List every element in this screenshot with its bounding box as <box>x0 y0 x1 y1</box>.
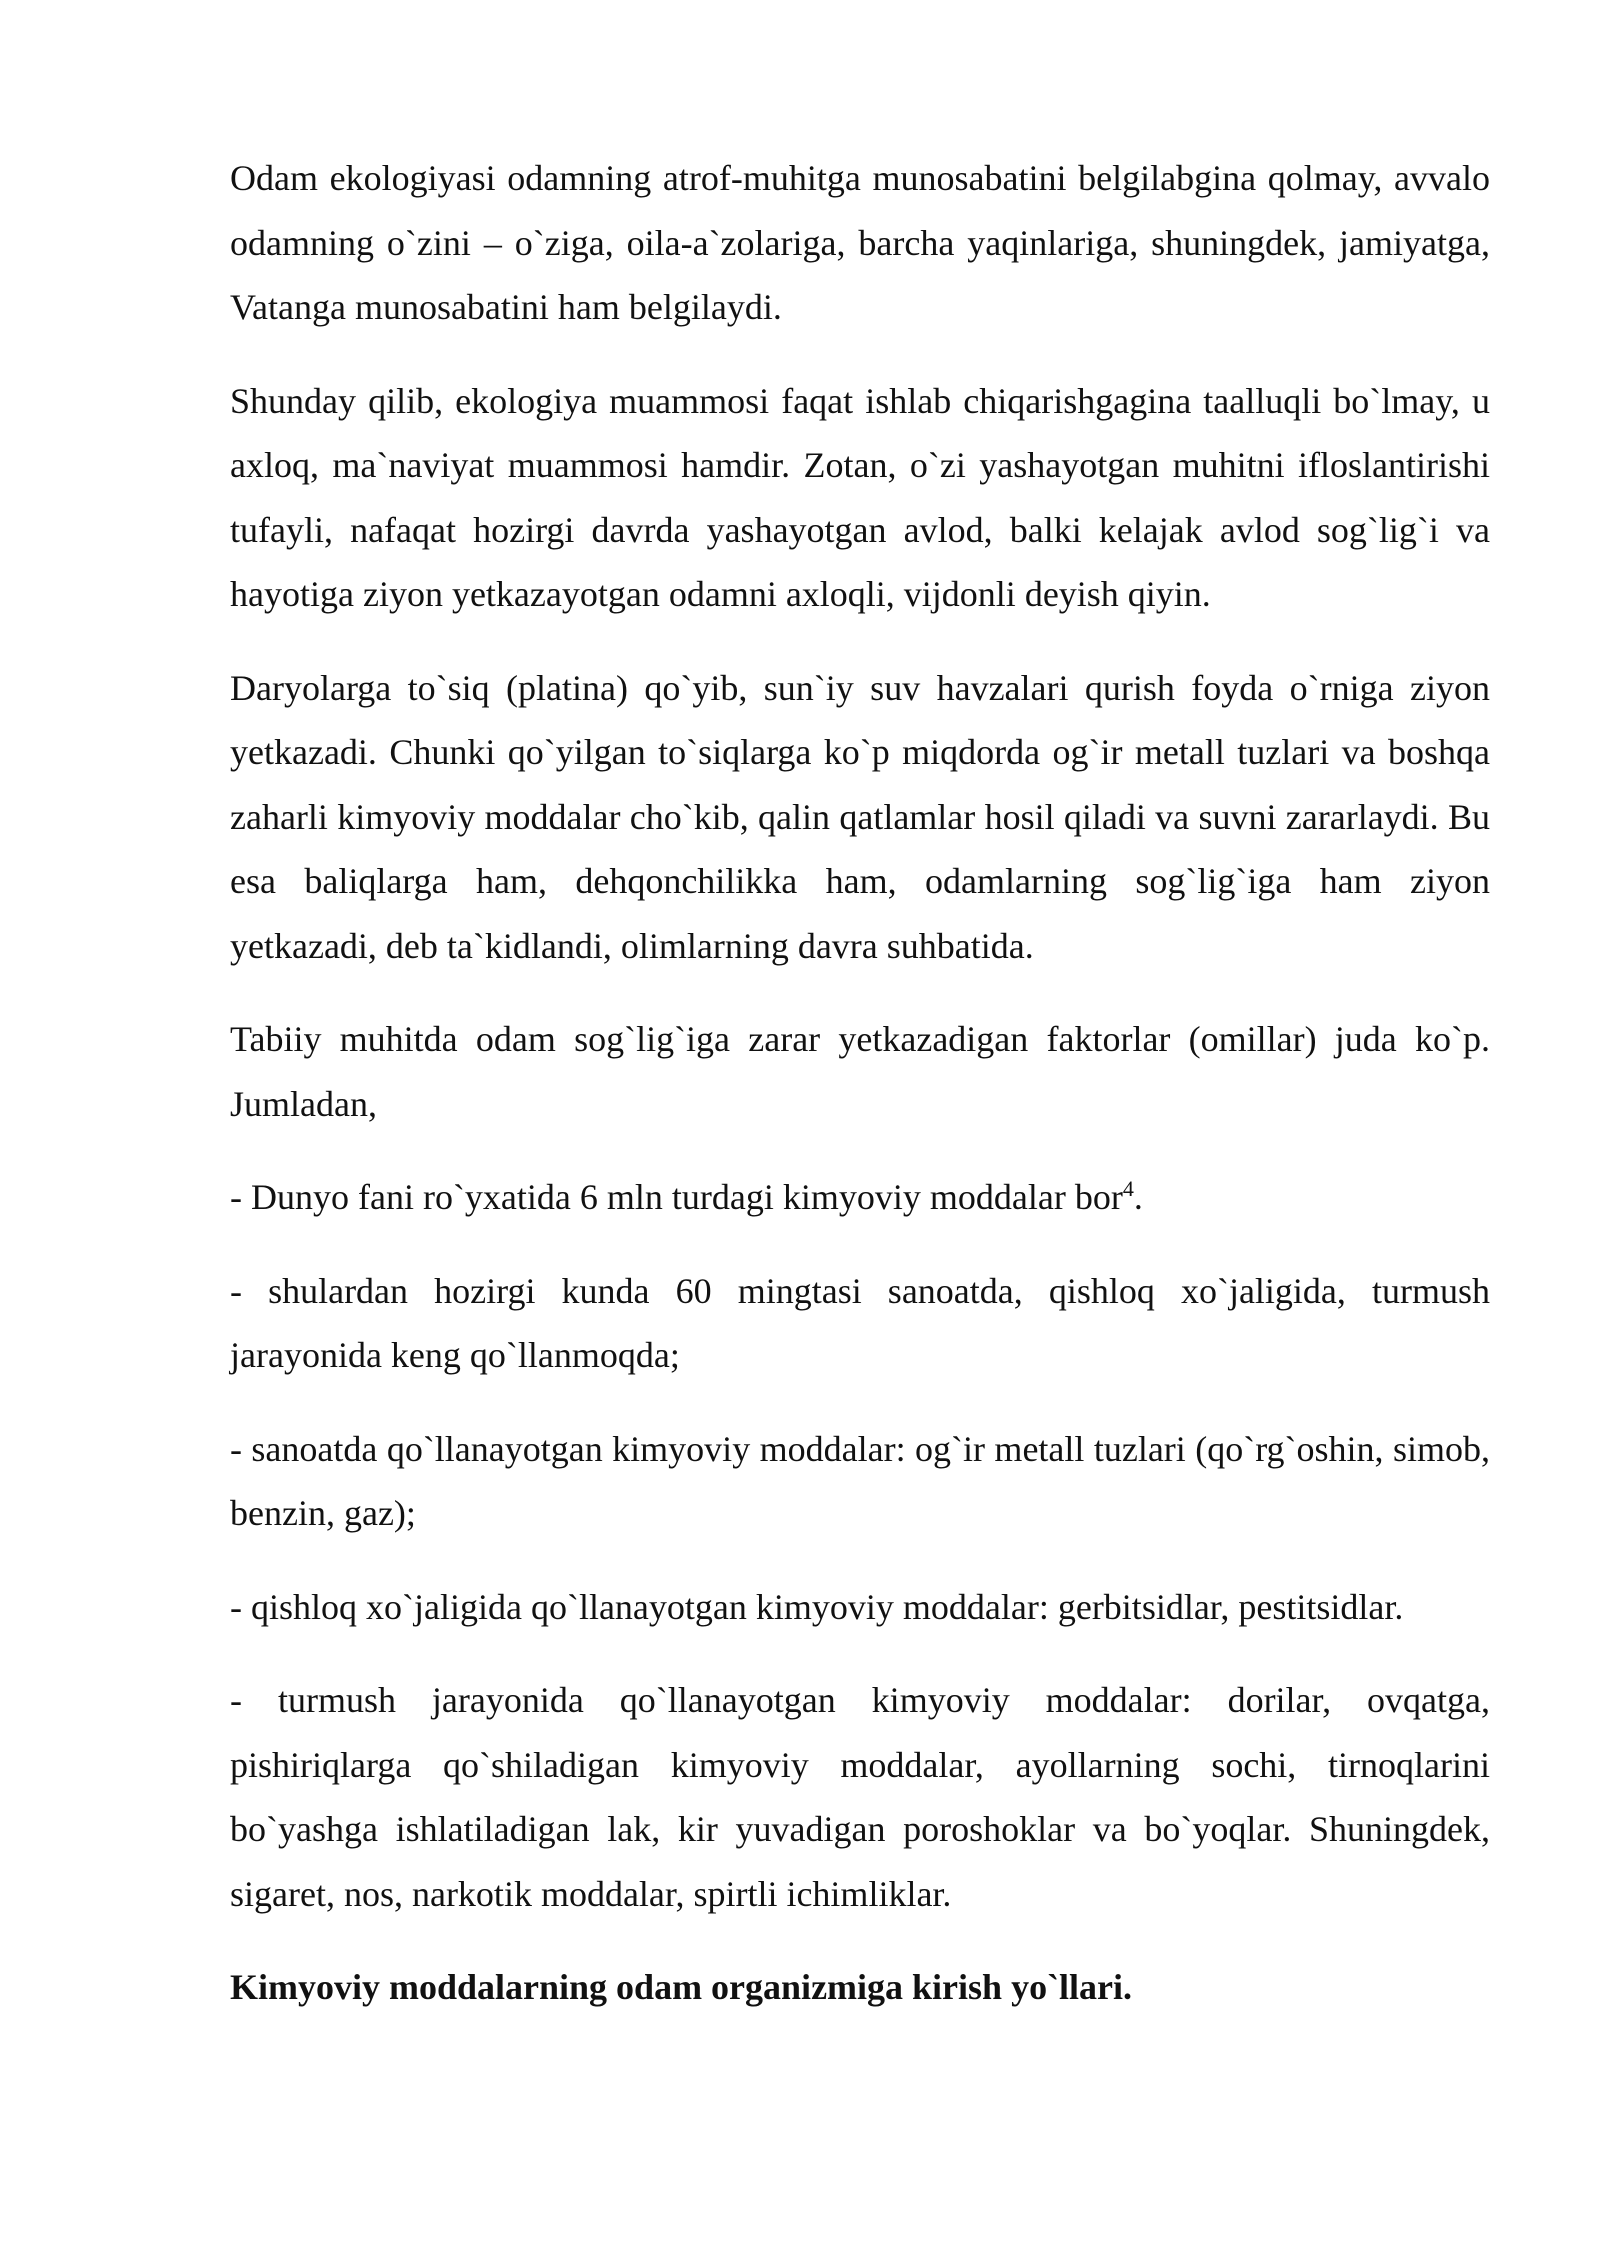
paragraph-harmful-factors: Tabiiy muhitda odam sog`lig`iga zarar yetkazadigan faktorlar (omillar) juda ko`p. Jumladan, <box>230 1019 1490 1124</box>
list-item-usage: - shulardan hozirgi kunda 60 mingtasi sanoatda, qishloq xo`jaligida, turmush jarayonida keng qo`llanmoqda; <box>230 1270 1490 1375</box>
paragraph-human-ecology: Odam ekologiyasi odamning atrof-muhitga munosabatini belgilabgina qolmay, avvalo odamning o`zini – o`ziga, oila-a`zolariga, barcha yaqinlariga, shuningdek, jamiyatga, Vatanga munosabatini ham belgilaydi. <box>230 158 1490 327</box>
paragraph-river-dams: Daryolarga to`siq (platina) qo`yib, sun`iy suv havzalari qurish foyda o`rniga ziyon yetkazadi. Chunki qo`yilgan to`siqlarga ko`p miqdorda og`ir metall tuzlari va boshqa zaharli kimyoviy moddalar cho`kib, qalin qatlamlar hosil qiladi va suvni zararlaydi. Bu esa baliqlarga ham, dehqonchilikka ham, odamlarning sog`lig`iga ham ziyon yetkazadi, deb ta`kidlandi, olimlarning davra suhbatida. <box>230 667 1490 966</box>
list-item-end: . <box>1133 1177 1143 1217</box>
list-item-industry: - sanoatda qo`llanayotgan kimyoviy moddalar: og`ir metall tuzlari (qo`rg`oshin, simob, benzin, gaz); <box>230 1428 1490 1533</box>
section-heading: Kimyoviy moddalarning odam organizmiga kirish yo`llari. <box>230 1967 1133 2007</box>
paragraph-ecology-morality: Shunday qilib, ekologiya muammosi faqat ishlab chiqarishgagina taalluqli bo`lmay, u axloq, ma`naviyat muammosi hamdir. Zotan, o`zi yashayotgan muhitni ifloslantirishi tufayli, nafaqat hozirgi davrda yashayotgan avlod, balki kelajak avlod sog`lig`i va hayotiga ziyon yetkazayotgan odamni axloqli, vijdonli deyish qiyin. <box>230 380 1490 614</box>
footnote-marker: 4 <box>1122 1176 1134 1201</box>
list-item-agriculture: - qishloq xo`jaligida qo`llanayotgan kimyoviy moddalar: gerbitsidlar, pestitsidlar. <box>230 1586 1404 1627</box>
list-item-household: - turmush jarayonida qo`llanayotgan kimyoviy moddalar: dorilar, ovqatga, pishiriqlarga qo`shiladigan kimyoviy moddalar, ayollarning sochi, tirnoqlarini bo`yashga ishlatiladigan lak, kir yuvadigan poroshoklar va bo`yoqlar. Shuningdek, sigaret, nos, narkotik moddalar, spirtli ichimliklar. <box>230 1680 1490 1914</box>
list-item-text: - Dunyo fani ro`yxatida 6 mln turdagi kimyoviy moddalar bor <box>230 1177 1123 1217</box>
document-page <box>230 146 1490 2020</box>
list-item-chemical-count <box>230 1165 1490 1230</box>
